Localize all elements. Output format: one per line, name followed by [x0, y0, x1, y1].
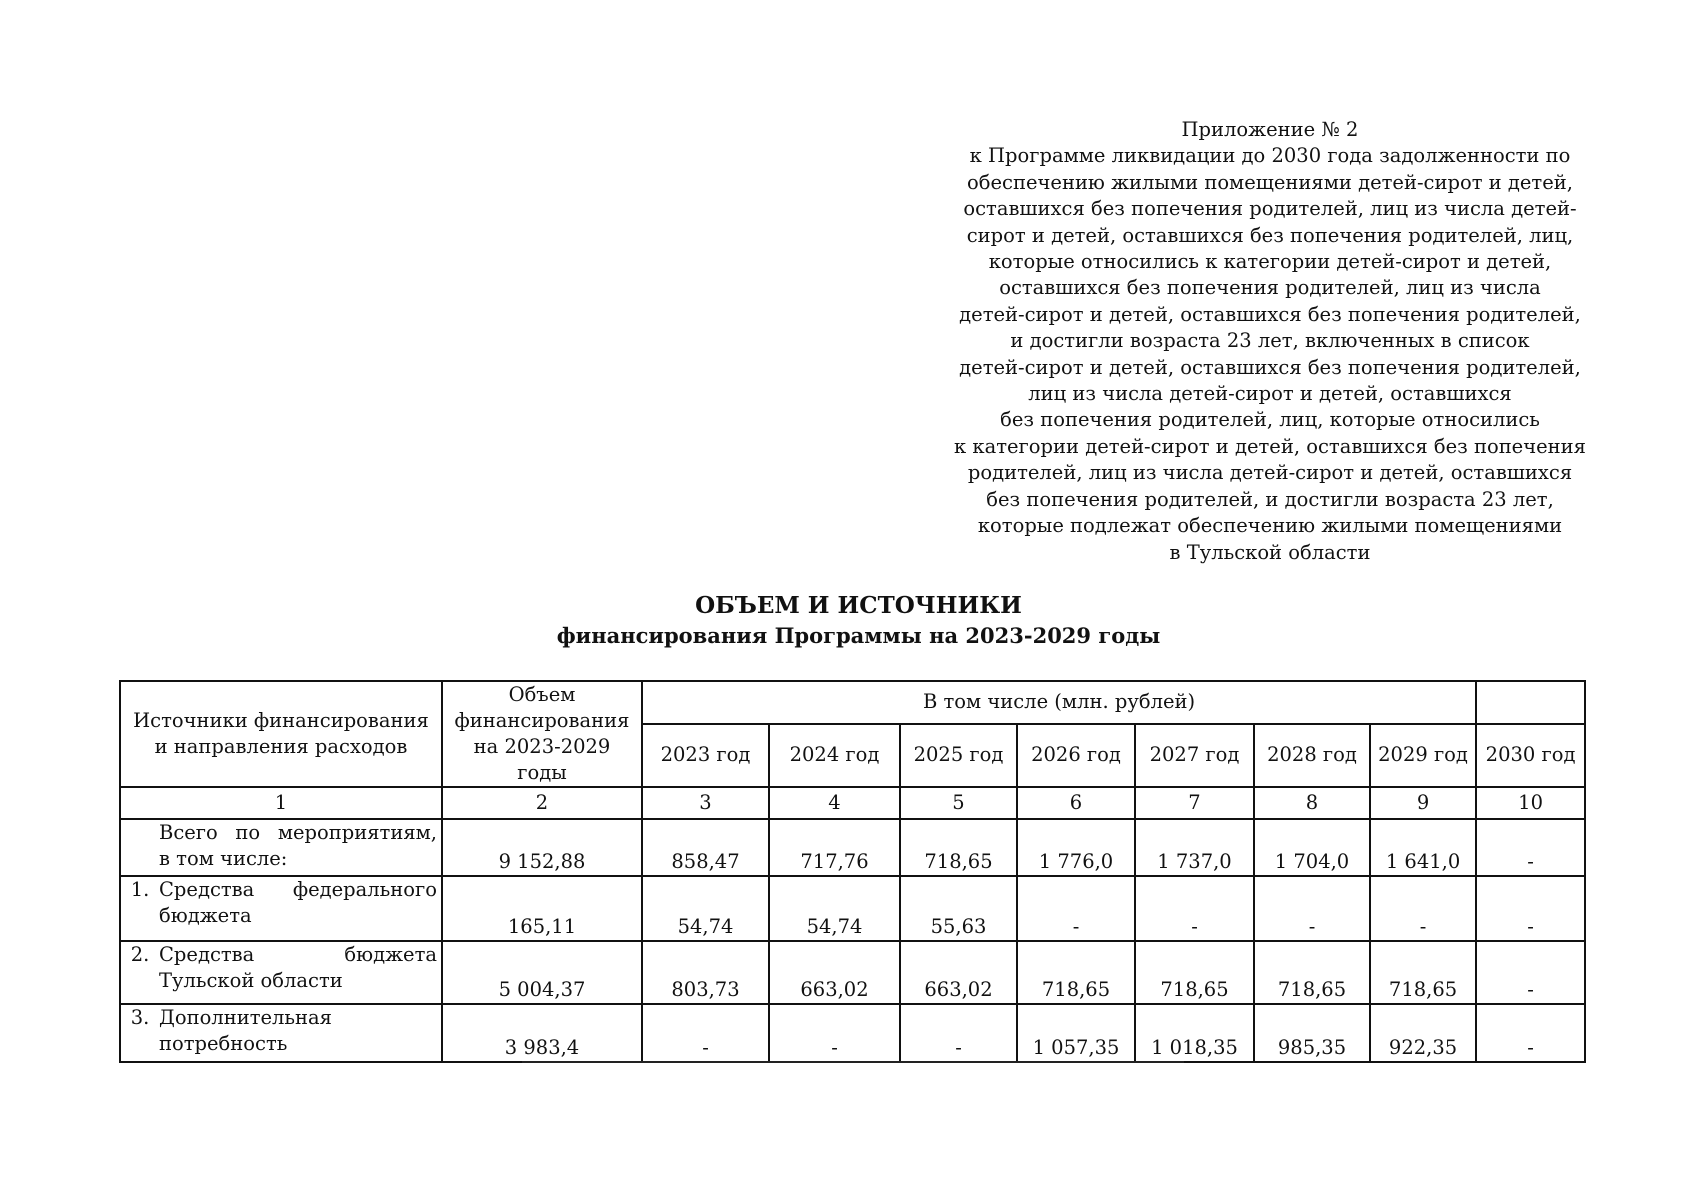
table-row [120, 876, 1585, 941]
header-year: 2028 год [1254, 724, 1370, 787]
column-number: 4 [769, 787, 900, 819]
year-value: 717,76 [769, 819, 900, 876]
header-year: 2026 год [1017, 724, 1135, 787]
appendix-line: в Тульской области [1169, 540, 1371, 564]
year-value: 55,63 [900, 876, 1017, 941]
header-source: Источники финансирования и направления расходов [120, 681, 442, 787]
appendix-line: детей-сирот и детей, оставшихся без попечения родителей, [959, 355, 1581, 379]
column-number: 1 [120, 787, 442, 819]
appendix-line: оставшихся без попечения родителей, лиц из числа детей- [963, 197, 1577, 221]
table-row [120, 819, 1585, 876]
appendix-line: к категории детей-сирот и детей, оставшихся без попечения [954, 434, 1586, 458]
year-value: 1 704,0 [1254, 819, 1370, 876]
appendix-line: детей-сирот и детей, оставшихся без попечения родителей, [959, 302, 1581, 326]
row-total: 165,11 [442, 876, 642, 941]
row-label-cell [120, 941, 442, 1004]
row-label-cell [120, 876, 442, 941]
column-number: 8 [1254, 787, 1370, 819]
table-row [120, 1004, 1585, 1062]
year-value: - [1476, 819, 1585, 876]
year-value: 663,02 [900, 941, 1017, 1004]
column-number: 10 [1476, 787, 1585, 819]
appendix-line: и достигли возраста 23 лет, включенных в список [1010, 329, 1530, 353]
appendix-line: оставшихся без попечения родителей, лиц из числа [999, 276, 1541, 300]
year-value: - [1017, 876, 1135, 941]
header-empty-cell [1476, 681, 1585, 724]
year-value: - [1476, 941, 1585, 1004]
year-value: 858,47 [642, 819, 769, 876]
row-label-cell [120, 1004, 442, 1062]
table-row [120, 941, 1585, 1004]
year-value: - [1135, 876, 1254, 941]
column-number-row [120, 787, 1585, 819]
column-number: 7 [1135, 787, 1254, 819]
year-value: 803,73 [642, 941, 769, 1004]
header-volume: Объем финансирования на 2023-2029 годы [442, 681, 642, 787]
header-year: 2030 год [1476, 724, 1585, 787]
header-including: В том числе (млн. рублей) [642, 681, 1476, 724]
year-value: - [1476, 876, 1585, 941]
year-value: - [1476, 1004, 1585, 1062]
year-value: - [900, 1004, 1017, 1062]
financing-table [119, 680, 1586, 1063]
year-value: 54,74 [769, 876, 900, 941]
column-number: 5 [900, 787, 1017, 819]
year-value: 1 776,0 [1017, 819, 1135, 876]
header-year: 2024 год [769, 724, 900, 787]
year-value: 663,02 [769, 941, 900, 1004]
year-value: 1 641,0 [1370, 819, 1476, 876]
header-year: 2029 год [1370, 724, 1476, 787]
row-label-line2: потребность [159, 1032, 288, 1055]
appendix-line: без попечения родителей, и достигли возраста 23 лет, [986, 487, 1554, 511]
row-label-line2: в том числе: [159, 847, 288, 870]
appendix-line: к Программе ликвидации до 2030 года задолженности по [969, 144, 1571, 168]
title-main: ОБЪЕМ И ИСТОЧНИКИ [695, 592, 1022, 619]
appendix-line: обеспечению жилыми помещениями детей-сирот и детей, [967, 170, 1573, 194]
separator-line [522, 1061, 1184, 1063]
year-value: 922,35 [1370, 1004, 1476, 1062]
row-total: 3 983,4 [442, 1004, 642, 1062]
row-number: 1. [130, 878, 150, 901]
year-value: 718,65 [1135, 941, 1254, 1004]
column-number: 3 [642, 787, 769, 819]
document-title [120, 591, 1597, 651]
appendix-line: которые относились к категории детей-сирот и детей, [988, 250, 1552, 274]
header-year: 2023 год [642, 724, 769, 787]
year-value: 718,65 [1017, 941, 1135, 1004]
row-label-line1: Дополнительная [159, 1006, 332, 1029]
appendix-line: Приложение № 2 [1181, 118, 1359, 141]
row-total: 9 152,88 [442, 819, 642, 876]
appendix-line: сирот и детей, оставшихся без попечения родителей, лиц, [966, 223, 1574, 247]
year-value: - [642, 1004, 769, 1062]
year-value: 1 057,35 [1017, 1004, 1135, 1062]
year-value: 54,74 [642, 876, 769, 941]
title-subtitle: финансирования Программы на 2023-2029 годы [556, 623, 1161, 648]
appendix-line: родителей, лиц из числа детей-сирот и детей, оставшихся [967, 461, 1573, 485]
year-value: 718,65 [900, 819, 1017, 876]
year-value: 718,65 [1370, 941, 1476, 1004]
year-value: 1 018,35 [1135, 1004, 1254, 1062]
row-label-line1: Средства бюджета [159, 943, 437, 966]
year-value: - [1254, 876, 1370, 941]
row-number: 2. [130, 943, 150, 966]
header-year: 2025 год [900, 724, 1017, 787]
appendix-header [920, 117, 1620, 566]
appendix-line: без попечения родителей, лиц, которые относились [1000, 408, 1540, 432]
column-number: 9 [1370, 787, 1476, 819]
row-label-line1: Средства федерального [159, 878, 437, 901]
appendix-line: которые подлежат обеспечению жилыми помещениями [977, 514, 1563, 538]
column-number: 6 [1017, 787, 1135, 819]
row-label-cell [120, 819, 442, 876]
year-value: 1 737,0 [1135, 819, 1254, 876]
column-number: 2 [442, 787, 642, 819]
year-value: - [1370, 876, 1476, 941]
row-label-line1: Всего по мероприятиям, [159, 821, 437, 844]
appendix-line: лиц из числа детей-сирот и детей, оставшихся [1028, 382, 1512, 406]
row-number: 3. [130, 1006, 150, 1029]
year-value: 985,35 [1254, 1004, 1370, 1062]
row-total: 5 004,37 [442, 941, 642, 1004]
header-year: 2027 год [1135, 724, 1254, 787]
year-value: - [769, 1004, 900, 1062]
row-label-line2: бюджета [159, 904, 252, 927]
year-value: 718,65 [1254, 941, 1370, 1004]
row-label-line2: Тульской области [159, 969, 343, 992]
